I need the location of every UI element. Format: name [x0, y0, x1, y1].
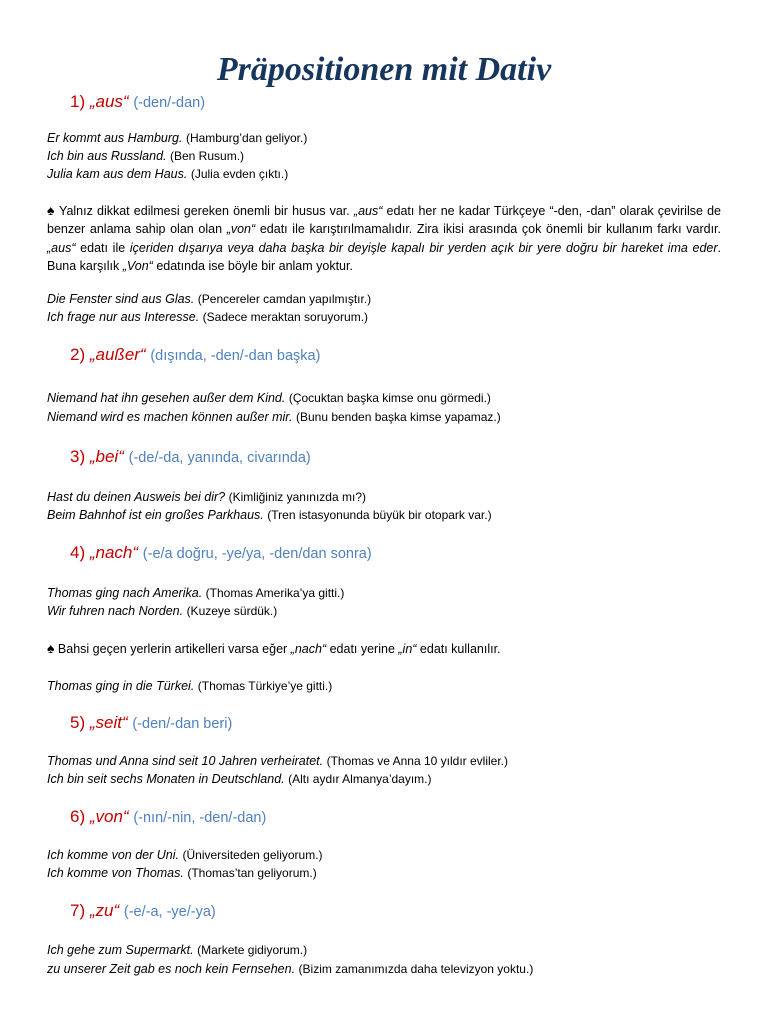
- example-line: Beim Bahnhof ist ein großes Parkhaus. (Tren istasyonunda büyük bir otopark var.): [47, 508, 492, 522]
- section-heading-nach: 4) „nach“ (-e/a doğru, -ye/ya, -den/dan sonra): [70, 543, 372, 562]
- example-line: Hast du deinen Ausweis bei dir? (Kimliğiniz yanınızda mı?): [47, 490, 366, 504]
- spade-icon: ♠: [47, 640, 55, 656]
- example-line: Ich frage nur aus Interesse. (Sadece meraktan soruyorum.): [47, 310, 369, 324]
- example-line: Thomas ging nach Amerika. (Thomas Amerika’ya gitti.): [47, 586, 345, 600]
- example-line: Ich komme von Thomas. (Thomas’tan geliyorum.): [47, 866, 317, 880]
- section-heading-aus: 1) „aus“ (-den/-dan): [70, 92, 206, 111]
- example-line: zu unserer Zeit gab es noch kein Fernsehen. (Bizim zamanımızda daha televizyon yoktu.): [47, 962, 534, 976]
- note-paragraph-aus: ♠ Yalnız dikkat edilmesi gereken önemli bir husus var. „aus“ edatı her ne kadar Türkçeye “-den, -dan” olarak çevirilse de benzer anlama sahip olan olan „von“ edatı ile karıştırılmamalıdır. Zira ikisi arasında çok önemli bir kullanım farkı vardır. „aus“ edatı ile içeriden dışarıya veya daha başka bir deyişle kapalı bir yerden açık bir yere doğru bir hareket ima eder. Buna karşılık „Von“ edatında ise böyle bir anlam yoktur.: [47, 202, 721, 274]
- section-heading-von: 6) „von“ (-nın/-nin, -den/-dan): [70, 807, 267, 826]
- section-heading-ausser: 2) „außer“ (dışında, -den/-dan başka): [70, 345, 321, 364]
- section-heading-seit: 5) „seit“ (-den/-dan beri): [70, 713, 233, 732]
- example-line: Wir fuhren nach Norden. (Kuzeye sürdük.): [47, 604, 278, 618]
- spade-icon: ♠: [47, 202, 56, 218]
- example-line: Ich bin seit sechs Monaten in Deutschland. (Altı aydır Almanya’dayım.): [47, 772, 432, 786]
- note-paragraph-nach: ♠ Bahsi geçen yerlerin artikelleri varsa eğer „nach“ edatı yerine „in“ edatı kullanılır.: [47, 640, 501, 656]
- example-line: Die Fenster sind aus Glas. (Pencereler camdan yapılmıştır.): [47, 292, 372, 306]
- section-heading-zu: 7) „zu“ (-e/-a, -ye/-ya): [70, 901, 216, 920]
- example-line: Ich komme von der Uni. (Üniversiteden geliyorum.): [47, 848, 323, 862]
- example-line: Er kommt aus Hamburg. (Hamburg’dan geliyor.): [47, 131, 308, 145]
- page-title: Präpositionen mit Dativ: [216, 51, 552, 88]
- example-line: Thomas und Anna sind seit 10 Jahren verheiratet. (Thomas ve Anna 10 yıldır evliler.): [47, 754, 508, 768]
- example-line: Thomas ging in die Türkei. (Thomas Türkiye’ye gitti.): [47, 679, 333, 693]
- example-line: Ich gehe zum Supermarkt. (Markete gidiyorum.): [47, 943, 308, 957]
- example-line: Niemand hat ihn gesehen außer dem Kind. (Çocuktan başka kimse onu görmedi.): [47, 391, 491, 405]
- section-heading-bei: 3) „bei“ (-de/-da, yanında, civarında): [70, 447, 311, 466]
- example-line: Niemand wird es machen können außer mir. (Bunu benden başka kimse yapamaz.): [47, 410, 501, 424]
- example-line: Julia kam aus dem Haus. (Julia evden çıktı.): [47, 167, 289, 181]
- example-line: Ich bin aus Russland. (Ben Rusum.): [47, 149, 245, 163]
